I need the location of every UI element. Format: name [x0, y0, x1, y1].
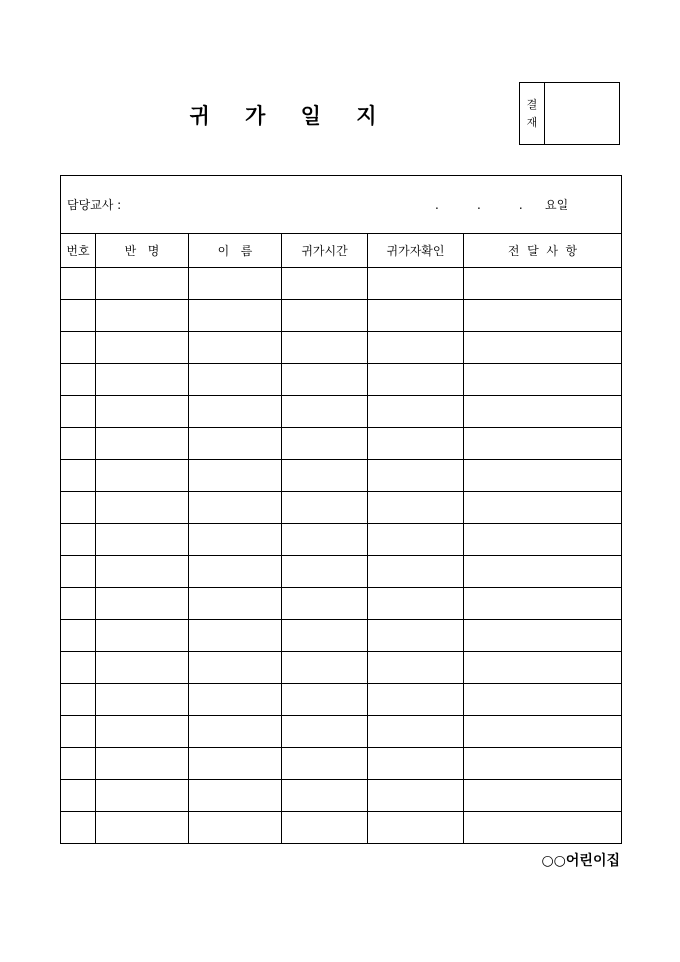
approval-signature-area[interactable]: [545, 83, 619, 144]
name-cell[interactable]: [189, 652, 282, 684]
number-cell[interactable]: [61, 684, 96, 716]
number-cell[interactable]: [61, 268, 96, 300]
table-body: [61, 268, 622, 844]
guardian-check-cell[interactable]: [368, 460, 464, 492]
number-cell[interactable]: [61, 364, 96, 396]
name-cell[interactable]: [189, 684, 282, 716]
class-cell[interactable]: [96, 364, 189, 396]
return-log-table: [60, 175, 622, 844]
table-row: [61, 492, 622, 524]
guardian-check-cell[interactable]: [368, 364, 464, 396]
number-cell[interactable]: [61, 652, 96, 684]
teacher-label: 담당교사 :: [67, 198, 122, 212]
table-row: [61, 748, 622, 780]
class-cell[interactable]: [96, 780, 189, 812]
header-notes: 전 달 사 항: [464, 234, 622, 268]
notes-cell[interactable]: [464, 652, 622, 684]
number-cell[interactable]: [61, 428, 96, 460]
guardian-check-cell[interactable]: [368, 780, 464, 812]
number-cell[interactable]: [61, 524, 96, 556]
return-time-cell[interactable]: [282, 300, 368, 332]
header-class: 반 명: [96, 234, 189, 268]
header-row: [61, 234, 622, 268]
notes-cell[interactable]: [464, 620, 622, 652]
return-time-cell[interactable]: [282, 460, 368, 492]
weekday-label: 요일: [545, 198, 569, 212]
table-row: [61, 524, 622, 556]
return-time-cell[interactable]: [282, 268, 368, 300]
notes-cell[interactable]: [464, 556, 622, 588]
guardian-check-cell[interactable]: [368, 300, 464, 332]
name-cell[interactable]: [189, 396, 282, 428]
return-time-cell[interactable]: [282, 716, 368, 748]
table-row: [61, 652, 622, 684]
date-field[interactable]: . . .: [435, 197, 523, 212]
guardian-check-cell[interactable]: [368, 684, 464, 716]
return-time-cell[interactable]: [282, 396, 368, 428]
return-time-cell[interactable]: [282, 620, 368, 652]
notes-cell[interactable]: [464, 396, 622, 428]
approval-label: [520, 83, 545, 144]
header-number: 번호: [61, 234, 96, 268]
class-cell[interactable]: [96, 268, 189, 300]
number-cell[interactable]: [61, 780, 96, 812]
class-cell[interactable]: [96, 524, 189, 556]
approval-label-top: 결: [526, 97, 538, 111]
table-row: [61, 780, 622, 812]
class-cell[interactable]: [96, 620, 189, 652]
name-cell[interactable]: [189, 428, 282, 460]
notes-cell[interactable]: [464, 812, 622, 844]
name-cell[interactable]: [189, 268, 282, 300]
return-time-cell[interactable]: [282, 684, 368, 716]
table-row: [61, 364, 622, 396]
number-cell[interactable]: [61, 332, 96, 364]
table-row: [61, 588, 622, 620]
name-cell[interactable]: [189, 588, 282, 620]
info-row: [61, 176, 622, 234]
guardian-check-cell[interactable]: [368, 556, 464, 588]
name-cell[interactable]: [189, 492, 282, 524]
name-cell[interactable]: [189, 300, 282, 332]
guardian-check-cell[interactable]: [368, 428, 464, 460]
guardian-check-cell[interactable]: [368, 588, 464, 620]
notes-cell[interactable]: [464, 780, 622, 812]
number-cell[interactable]: [61, 396, 96, 428]
header-return-time: 귀가시간: [282, 234, 368, 268]
return-time-cell[interactable]: [282, 556, 368, 588]
class-cell[interactable]: [96, 588, 189, 620]
number-cell[interactable]: [61, 300, 96, 332]
number-cell[interactable]: [61, 748, 96, 780]
table-row: [61, 716, 622, 748]
guardian-check-cell[interactable]: [368, 652, 464, 684]
notes-cell[interactable]: [464, 460, 622, 492]
table-row: [61, 812, 622, 844]
info-cell: [61, 176, 622, 234]
footer-daycare-name: ○○어린이집: [541, 853, 620, 869]
return-time-cell[interactable]: [282, 652, 368, 684]
name-cell[interactable]: [189, 812, 282, 844]
notes-cell[interactable]: [464, 332, 622, 364]
table-row: [61, 556, 622, 588]
notes-cell[interactable]: [464, 524, 622, 556]
table-row: [61, 460, 622, 492]
return-time-cell[interactable]: [282, 780, 368, 812]
header-guardian-check: 귀가자확인: [368, 234, 464, 268]
table-row: [61, 396, 622, 428]
table-row: [61, 300, 622, 332]
class-cell[interactable]: [96, 556, 189, 588]
name-cell[interactable]: [189, 620, 282, 652]
header-name: 이 름: [189, 234, 282, 268]
return-time-cell[interactable]: [282, 332, 368, 364]
name-cell[interactable]: [189, 748, 282, 780]
return-time-cell[interactable]: [282, 588, 368, 620]
number-cell[interactable]: [61, 588, 96, 620]
guardian-check-cell[interactable]: [368, 268, 464, 300]
notes-cell[interactable]: [464, 684, 622, 716]
guardian-check-cell[interactable]: [368, 620, 464, 652]
class-cell[interactable]: [96, 812, 189, 844]
notes-cell[interactable]: [464, 268, 622, 300]
class-cell[interactable]: [96, 652, 189, 684]
notes-cell[interactable]: [464, 300, 622, 332]
return-time-cell[interactable]: [282, 492, 368, 524]
name-cell[interactable]: [189, 524, 282, 556]
class-cell[interactable]: [96, 716, 189, 748]
guardian-check-cell[interactable]: [368, 332, 464, 364]
table-row: [61, 428, 622, 460]
notes-cell[interactable]: [464, 364, 622, 396]
name-cell[interactable]: [189, 716, 282, 748]
return-time-cell[interactable]: [282, 812, 368, 844]
name-cell[interactable]: [189, 364, 282, 396]
number-cell[interactable]: [61, 716, 96, 748]
approval-label-bottom: 재: [526, 115, 538, 129]
number-cell[interactable]: [61, 812, 96, 844]
table-row: [61, 268, 622, 300]
class-cell[interactable]: [96, 300, 189, 332]
notes-cell[interactable]: [464, 588, 622, 620]
return-time-cell[interactable]: [282, 364, 368, 396]
name-cell[interactable]: [189, 460, 282, 492]
name-cell[interactable]: [189, 556, 282, 588]
guardian-check-cell[interactable]: [368, 716, 464, 748]
class-cell[interactable]: [96, 428, 189, 460]
return-time-cell[interactable]: [282, 524, 368, 556]
guardian-check-cell[interactable]: [368, 524, 464, 556]
number-cell[interactable]: [61, 492, 96, 524]
guardian-check-cell[interactable]: [368, 492, 464, 524]
class-cell[interactable]: [96, 748, 189, 780]
number-cell[interactable]: [61, 556, 96, 588]
guardian-check-cell[interactable]: [368, 812, 464, 844]
notes-cell[interactable]: [464, 428, 622, 460]
table-row: [61, 332, 622, 364]
guardian-check-cell[interactable]: [368, 748, 464, 780]
guardian-check-cell[interactable]: [368, 396, 464, 428]
approval-box: [519, 82, 620, 145]
number-cell[interactable]: [61, 460, 96, 492]
page-title: 귀 가 일 지: [189, 103, 391, 128]
class-cell[interactable]: [96, 460, 189, 492]
notes-cell[interactable]: [464, 716, 622, 748]
class-cell[interactable]: [96, 396, 189, 428]
class-cell[interactable]: [96, 684, 189, 716]
return-time-cell[interactable]: [282, 748, 368, 780]
return-time-cell[interactable]: [282, 428, 368, 460]
notes-cell[interactable]: [464, 492, 622, 524]
table-row: [61, 684, 622, 716]
table-row: [61, 620, 622, 652]
notes-cell[interactable]: [464, 748, 622, 780]
class-cell[interactable]: [96, 332, 189, 364]
class-cell[interactable]: [96, 492, 189, 524]
name-cell[interactable]: [189, 332, 282, 364]
number-cell[interactable]: [61, 620, 96, 652]
name-cell[interactable]: [189, 780, 282, 812]
